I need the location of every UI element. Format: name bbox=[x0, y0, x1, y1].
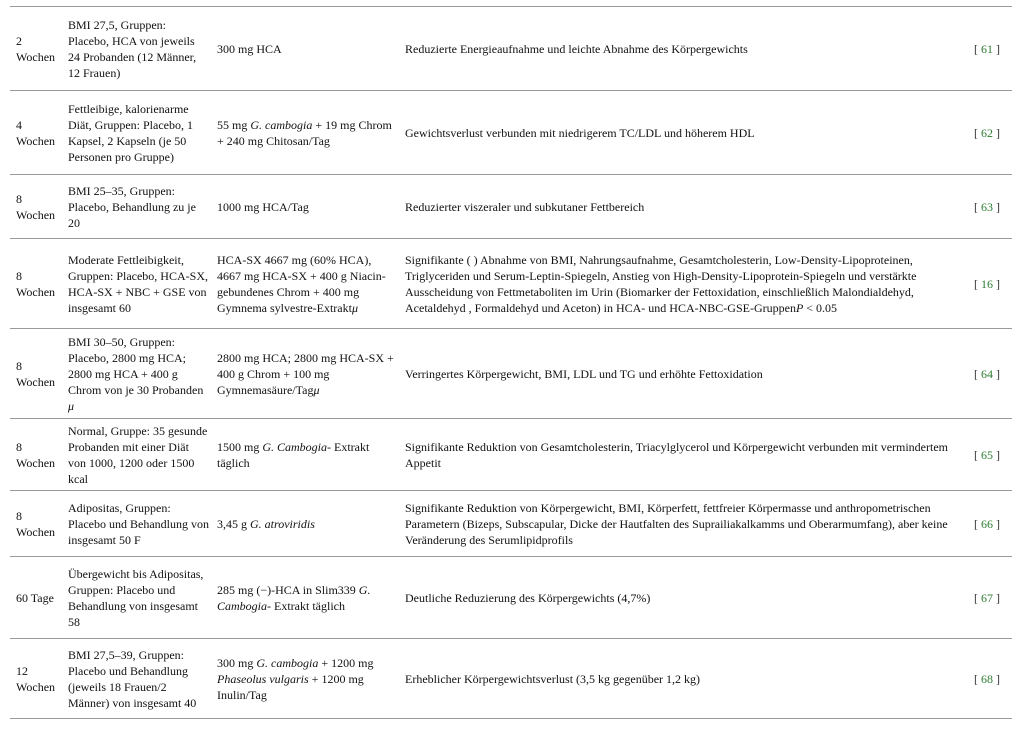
result-cell bbox=[401, 366, 968, 382]
dose-cell bbox=[213, 252, 401, 316]
reference-cell bbox=[968, 447, 1012, 463]
groups-text: BMI 27,5–39, Gruppen: Placebo und Behandlung (jeweils 18 Frauen/2 Männer) von insgesamt 40 bbox=[68, 647, 197, 710]
result-text: Signifikante ( ) Abnahme von BMI, Nahrungsaufnahme, Gesamtcholesterin, Low-Density-Lipoproteinen, Triglyceriden und Serum-Leptin-Spiegeln, Anstieg von High-Density-Lipoprotein-Spiegeln und verstärkte Ausscheidung von Fettmetaboliten im Urin (Biomarker der Fettoxidation, einschließlich Malondialdehyd, Acetaldehyd , Formaldehyd und Aceton) in HCA- und HCA-NBC-GSE-Gruppen bbox=[405, 252, 917, 315]
reference-link[interactable]: 67 bbox=[981, 590, 993, 605]
result-text: Signifikante Reduktion von Körpergewicht, BMI, Körperfett, fettfreier Körpermasse und anthropometrischen Parametern (Bizeps, Subscapular, Dicke der Hautfalten des Suprailiakalkamms und Oberarmumfang), aber keine Veränderung des Serumlipidprofils bbox=[405, 500, 948, 547]
bracket-close: ] bbox=[993, 276, 1000, 291]
dose-cell bbox=[213, 439, 401, 471]
reference-cell bbox=[968, 41, 1012, 57]
reference-cell bbox=[968, 590, 1012, 606]
table-row bbox=[10, 239, 1012, 329]
bracket-open: [ bbox=[974, 41, 981, 56]
bracket-close: ] bbox=[993, 447, 1000, 462]
p-value-text: < 0.05 bbox=[803, 300, 838, 315]
groups-cell bbox=[64, 500, 213, 548]
bracket-close: ] bbox=[993, 516, 1000, 531]
bracket-close: ] bbox=[993, 41, 1000, 56]
reference-cell bbox=[968, 125, 1012, 141]
dose-cell bbox=[213, 516, 401, 532]
groups-text: BMI 25–35, Gruppen: Placebo, Behandlung zu je 20 bbox=[68, 183, 196, 230]
table-row bbox=[10, 491, 1012, 557]
bracket-open: [ bbox=[974, 125, 981, 140]
duration-cell: 8 Wochen bbox=[16, 439, 56, 470]
groups-text: BMI 27,5, Gruppen: Placebo, HCA von jeweils 24 Probanden (12 Männer, 12 Frauen) bbox=[68, 17, 197, 80]
groups-text: Fettleibige, kalorienarme Diät, Gruppen: Placebo, 1 Kapsel, 2 Kapseln (je 50 Personen pro Gruppe) bbox=[68, 101, 193, 164]
table-row bbox=[10, 7, 1012, 91]
dose-text: 55 mg bbox=[217, 117, 251, 132]
duration-cell: 2 Wochen bbox=[16, 33, 56, 64]
dose-text: 2800 mg HCA; 2800 mg HCA-SX + 400 g Chrom + 100 mg Gymnemasäure/Tag bbox=[217, 350, 394, 397]
duration-cell: 8 Wochen bbox=[16, 358, 56, 389]
result-text: Signifikante Reduktion von Gesamtcholesterin, Triacylglycerol und Körpergewicht verbunden mit vermindertem Appetit bbox=[405, 439, 948, 470]
table-row bbox=[10, 639, 1012, 719]
dose-text: Phaseolus vulgaris bbox=[217, 671, 309, 686]
reference-cell bbox=[968, 671, 1012, 687]
result-cell bbox=[401, 41, 968, 57]
result-text: Gewichtsverlust verbunden mit niedrigerem TC/LDL und höherem HDL bbox=[405, 125, 755, 140]
dose-text: G. cambogia bbox=[256, 655, 319, 670]
dose-cell bbox=[213, 655, 401, 703]
dose-cell bbox=[213, 199, 401, 215]
reference-cell bbox=[968, 199, 1012, 215]
dose-text: 1000 mg HCA/Tag bbox=[217, 199, 309, 214]
groups-text: Moderate Fettleibigkeit, Gruppen: Placebo, HCA-SX, HCA-SX + NBC + GSE von insgesamt 60 bbox=[68, 252, 208, 315]
groups-text: Adipositas, Gruppen: Placebo und Behandlung von insgesamt 50 F bbox=[68, 500, 209, 547]
bracket-close: ] bbox=[993, 590, 1000, 605]
bracket-open: [ bbox=[974, 199, 981, 214]
result-text: Erheblicher Körpergewichtsverlust (3,5 kg gegenüber 1,2 kg) bbox=[405, 671, 701, 686]
groups-text: BMI 30–50, Gruppen: Placebo, 2800 mg HCA; 2800 mg HCA + 400 g Chrom von je 30 Probanden bbox=[68, 334, 204, 397]
reference-link[interactable]: 66 bbox=[981, 516, 993, 531]
reference-cell bbox=[968, 366, 1012, 382]
groups-cell bbox=[64, 101, 213, 165]
result-text: Reduzierter viszeraler und subkutaner Fettbereich bbox=[405, 199, 645, 214]
duration-cell: 8 Wochen bbox=[16, 191, 56, 222]
bracket-open: [ bbox=[974, 590, 981, 605]
bracket-open: [ bbox=[974, 671, 981, 686]
dose-text: μ bbox=[351, 300, 358, 315]
groups-cell bbox=[64, 252, 213, 316]
dose-text: 1500 mg bbox=[217, 439, 263, 454]
bracket-open: [ bbox=[974, 276, 981, 291]
bracket-open: [ bbox=[974, 366, 981, 381]
reference-cell bbox=[968, 276, 1012, 292]
groups-cell bbox=[64, 334, 213, 414]
result-cell bbox=[401, 252, 968, 316]
result-text: Deutliche Reduzierung des Körpergewichts (4,7%) bbox=[405, 590, 651, 605]
groups-cell bbox=[64, 423, 213, 487]
dose-text: - Extrakt täglich bbox=[217, 439, 370, 470]
groups-text: Übergewicht bis Adipositas, Gruppen: Placebo und Behandlung von insgesamt 58 bbox=[68, 566, 204, 629]
dose-text: 300 mg HCA bbox=[217, 41, 282, 56]
groups-tail: μ bbox=[68, 398, 75, 413]
dose-text: 300 mg bbox=[217, 655, 257, 670]
table-row bbox=[10, 419, 1012, 491]
result-text: Verringertes Körpergewicht, BMI, LDL und TG und erhöhte Fettoxidation bbox=[405, 366, 763, 381]
duration-cell: 60 Tage bbox=[16, 590, 54, 605]
reference-link[interactable]: 64 bbox=[981, 366, 993, 381]
duration-cell: 4 Wochen bbox=[16, 117, 56, 148]
result-cell bbox=[401, 199, 968, 215]
table-row bbox=[10, 329, 1012, 419]
groups-cell bbox=[64, 647, 213, 711]
reference-link[interactable]: 63 bbox=[981, 199, 993, 214]
groups-cell bbox=[64, 566, 213, 630]
dose-text: HCA-SX 4667 mg (60% HCA), 4667 mg HCA-SX + 400 g Niacin-gebundenes Chrom + 400 mg Gymnema sylvestre-Extrakt bbox=[217, 252, 386, 315]
dose-text: 285 mg (−)-HCA in Slim339 bbox=[217, 582, 359, 597]
reference-link[interactable]: 62 bbox=[981, 125, 993, 140]
dose-text: + 1200 mg bbox=[318, 655, 374, 670]
result-text: Reduzierte Energieaufnahme und leichte Abnahme des Körpergewichts bbox=[405, 41, 748, 56]
bracket-close: ] bbox=[993, 366, 1000, 381]
groups-text: Normal, Gruppe: 35 gesunde Probanden mit einer Diät von 1000, 1200 oder 1500 kcal bbox=[68, 423, 208, 486]
result-cell bbox=[401, 671, 968, 687]
bracket-close: ] bbox=[993, 671, 1000, 686]
dose-cell bbox=[213, 41, 401, 57]
dose-text: G. Cambogia bbox=[217, 582, 371, 613]
dose-cell bbox=[213, 582, 401, 614]
bracket-open: [ bbox=[974, 516, 981, 531]
table-row bbox=[10, 91, 1012, 175]
reference-link[interactable]: 65 bbox=[981, 447, 993, 462]
reference-cell bbox=[968, 516, 1012, 532]
table-row bbox=[10, 557, 1012, 639]
dose-text: + 1200 mg Inulin/Tag bbox=[217, 671, 364, 702]
bracket-open: [ bbox=[974, 447, 981, 462]
bracket-close: ] bbox=[993, 199, 1000, 214]
duration-cell: 12 Wochen bbox=[16, 663, 56, 694]
reference-link[interactable]: 16 bbox=[981, 276, 993, 291]
result-cell bbox=[401, 439, 968, 471]
dose-text: - Extrakt täglich bbox=[267, 598, 345, 613]
dose-text: + 19 mg Chrom + 240 mg Chitosan/Tag bbox=[217, 117, 392, 148]
dose-text: G. atroviridis bbox=[250, 516, 315, 531]
dose-text: μ bbox=[313, 382, 320, 397]
dose-text: G. cambogia bbox=[250, 117, 313, 132]
dose-text: G. Cambogia bbox=[262, 439, 328, 454]
duration-cell: 8 Wochen bbox=[16, 268, 56, 299]
result-cell bbox=[401, 500, 968, 548]
p-value-symbol: P bbox=[795, 300, 804, 315]
dose-cell bbox=[213, 350, 401, 398]
study-table bbox=[10, 6, 1012, 719]
groups-cell bbox=[64, 17, 213, 81]
groups-cell bbox=[64, 183, 213, 231]
duration-cell: 8 Wochen bbox=[16, 508, 56, 539]
bracket-close: ] bbox=[993, 125, 1000, 140]
dose-text: 3,45 g bbox=[217, 516, 250, 531]
result-cell bbox=[401, 590, 968, 606]
reference-link[interactable]: 61 bbox=[981, 41, 993, 56]
dose-cell bbox=[213, 117, 401, 149]
table-row bbox=[10, 175, 1012, 239]
reference-link[interactable]: 68 bbox=[981, 671, 993, 686]
result-cell bbox=[401, 125, 968, 141]
